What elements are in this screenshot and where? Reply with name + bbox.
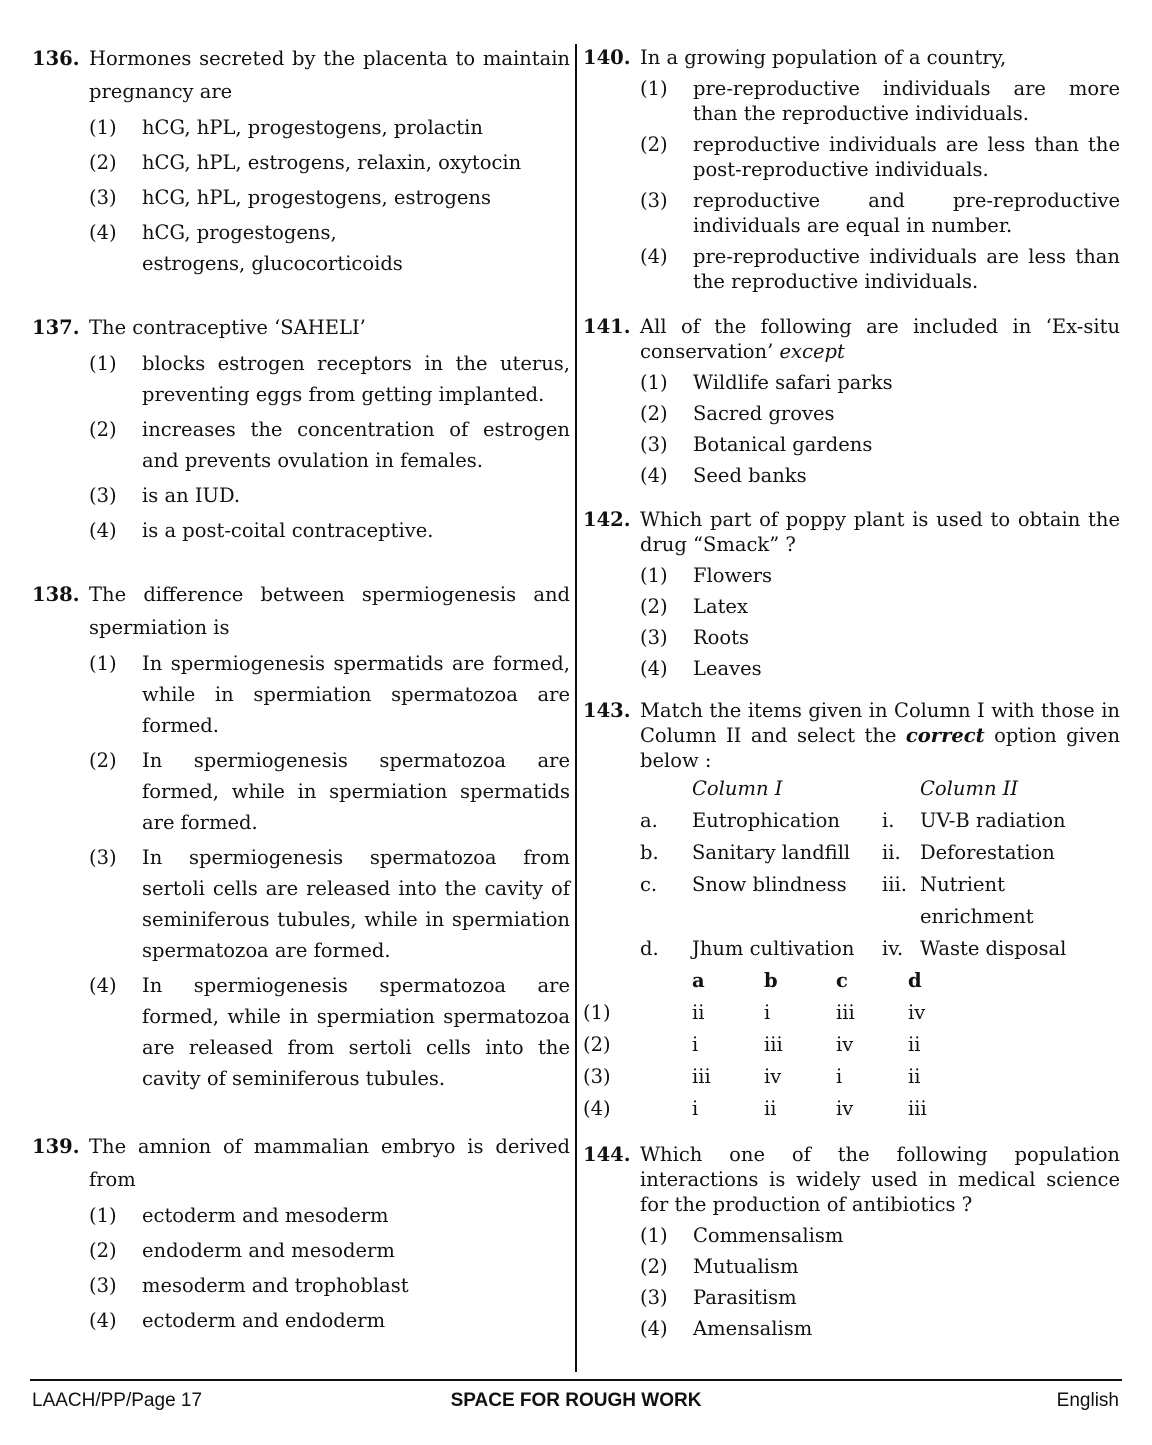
question-140 bbox=[583, 45, 1120, 294]
question-text: The difference between spermiogenesis and spermiation is bbox=[89, 583, 570, 639]
question-text: Which one of the following population interactions is widely used in medical science for the production of antibiotics ? bbox=[640, 1143, 1120, 1216]
option-3[interactable]: (3) hCG, hPL, progestogens, estrogens bbox=[89, 186, 491, 209]
question-text: All of the following are included in ‘Ex-situ conservation’ except bbox=[640, 315, 1120, 363]
question-number: 138. bbox=[32, 583, 80, 606]
question-number: 137. bbox=[32, 316, 80, 339]
question-text: The amnion of mammalian embryo is derived from bbox=[89, 1135, 570, 1191]
option-1[interactable]: (1) blocks estrogen receptors in the uterus, preventing eggs from getting implanted. bbox=[89, 352, 570, 406]
match-row: b. Sanitary landfill ii. Deforestation bbox=[640, 841, 1055, 864]
rough-work-label: SPACE FOR ROUGH WORK bbox=[450, 1390, 702, 1411]
match-row: c. Snow blindness iii. Nutrient enrichment bbox=[640, 873, 1034, 928]
option-4[interactable]: (4) Amensalism bbox=[640, 1317, 813, 1340]
option-2[interactable]: (2) Latex bbox=[640, 595, 748, 618]
option-2[interactable]: (2) endoderm and mesoderm bbox=[89, 1239, 395, 1262]
question-141 bbox=[583, 314, 1120, 488]
option-1[interactable]: (1) In spermiogenesis spermatids are formed, while in spermiation spermatozoa are formed. bbox=[89, 652, 570, 737]
question-text: The contraceptive ‘SAHELI’ bbox=[89, 316, 366, 339]
answer-option-4[interactable]: (4) i ii iv iii bbox=[583, 1097, 927, 1120]
question-139 bbox=[32, 1130, 570, 1336]
option-1[interactable]: (1) pre-reproductive individuals are more than the reproductive individuals. bbox=[640, 77, 1120, 125]
match-row: a. Eutrophication i. UV-B radiation bbox=[640, 809, 1066, 832]
option-1[interactable]: (1) Wildlife safari parks bbox=[640, 371, 893, 394]
option-4[interactable]: (4) hCG, progestogens, estrogens, glucocorticoids bbox=[89, 221, 403, 275]
answer-option-2[interactable]: (2) i iii iv ii bbox=[583, 1033, 921, 1056]
option-3[interactable]: (3) is an IUD. bbox=[89, 484, 241, 507]
question-number: 142. bbox=[583, 508, 631, 531]
option-2[interactable]: (2) In spermiogenesis spermatozoa are formed, while in spermiation spermatids are formed. bbox=[89, 749, 570, 834]
language-label: English bbox=[1056, 1390, 1119, 1411]
question-number: 143. bbox=[583, 699, 631, 722]
question-text: Which part of poppy plant is used to obtain the drug “Smack” ? bbox=[640, 508, 1120, 556]
match-table bbox=[583, 773, 1120, 1125]
option-3[interactable]: (3) Parasitism bbox=[640, 1286, 797, 1309]
option-3[interactable]: (3) Botanical gardens bbox=[640, 433, 873, 456]
column-divider bbox=[575, 44, 577, 1372]
option-4[interactable]: (4) Leaves bbox=[640, 657, 762, 680]
left-column bbox=[32, 42, 570, 1336]
answer-option-3[interactable]: (3) iii iv i ii bbox=[583, 1065, 921, 1088]
option-4[interactable]: (4) Seed banks bbox=[640, 464, 807, 487]
question-number: 141. bbox=[583, 315, 631, 338]
option-2[interactable]: (2) Sacred groves bbox=[640, 402, 835, 425]
option-1[interactable]: (1) hCG, hPL, progestogens, prolactin bbox=[89, 116, 483, 139]
option-4[interactable]: (4) ectoderm and endoderm bbox=[89, 1309, 386, 1332]
option-2[interactable]: (2) increases the concentration of estrogen and prevents ovulation in females. bbox=[89, 418, 570, 472]
answer-header: a b c d bbox=[692, 969, 922, 992]
option-1[interactable]: (1) Commensalism bbox=[640, 1224, 844, 1247]
option-1[interactable]: (1) Flowers bbox=[640, 564, 773, 587]
question-number: 140. bbox=[583, 46, 631, 69]
option-4[interactable]: (4) pre-reproductive individuals are less than the reproductive individuals. bbox=[640, 245, 1120, 293]
option-2[interactable]: (2) reproductive individuals are less than the post-reproductive individuals. bbox=[640, 133, 1120, 181]
question-136 bbox=[32, 42, 570, 279]
match-header: Column I Column II bbox=[692, 777, 1019, 800]
question-number: 136. bbox=[32, 47, 80, 70]
option-4[interactable]: (4) is a post-coital contraceptive. bbox=[89, 519, 434, 542]
option-4[interactable]: (4) In spermiogenesis spermatozoa are formed, while in spermiation spermatozoa are released from sertoli cells into the cavity of seminiferous tubules. bbox=[89, 974, 570, 1090]
option-3[interactable]: (3) reproductive and pre-reproductive individuals are equal in number. bbox=[640, 189, 1120, 237]
option-2[interactable]: (2) hCG, hPL, estrogens, relaxin, oxytocin bbox=[89, 151, 522, 174]
option-2[interactable]: (2) Mutualism bbox=[640, 1255, 799, 1278]
question-text: Hormones secreted by the placenta to maintain pregnancy are bbox=[89, 47, 570, 103]
option-3[interactable]: (3) Roots bbox=[640, 626, 750, 649]
question-143 bbox=[583, 698, 1120, 1125]
footer-divider bbox=[30, 1379, 1122, 1381]
question-number: 139. bbox=[32, 1135, 80, 1158]
question-137 bbox=[32, 311, 570, 546]
answer-option-1[interactable]: (1) ii i iii iv bbox=[583, 1001, 926, 1024]
page-identifier: LAACH/PP/Page 17 bbox=[32, 1390, 203, 1411]
question-142 bbox=[583, 507, 1120, 681]
question-text: Match the items given in Column I with those in Column II and select the correct option given below : bbox=[640, 699, 1121, 772]
question-number: 144. bbox=[583, 1143, 631, 1166]
option-3[interactable]: (3) mesoderm and trophoblast bbox=[89, 1274, 409, 1297]
right-column bbox=[583, 45, 1120, 1341]
option-3[interactable]: (3) In spermiogenesis spermatozoa from sertoli cells are released into the cavity of seminiferous tubules, while in spermiation spermatozoa are formed. bbox=[89, 846, 570, 962]
question-text: In a growing population of a country, bbox=[640, 46, 1007, 69]
match-row: d. Jhum cultivation iv. Waste disposal bbox=[640, 937, 1067, 960]
option-1[interactable]: (1) ectoderm and mesoderm bbox=[89, 1204, 389, 1227]
question-144 bbox=[583, 1142, 1120, 1341]
question-138 bbox=[32, 578, 570, 1094]
